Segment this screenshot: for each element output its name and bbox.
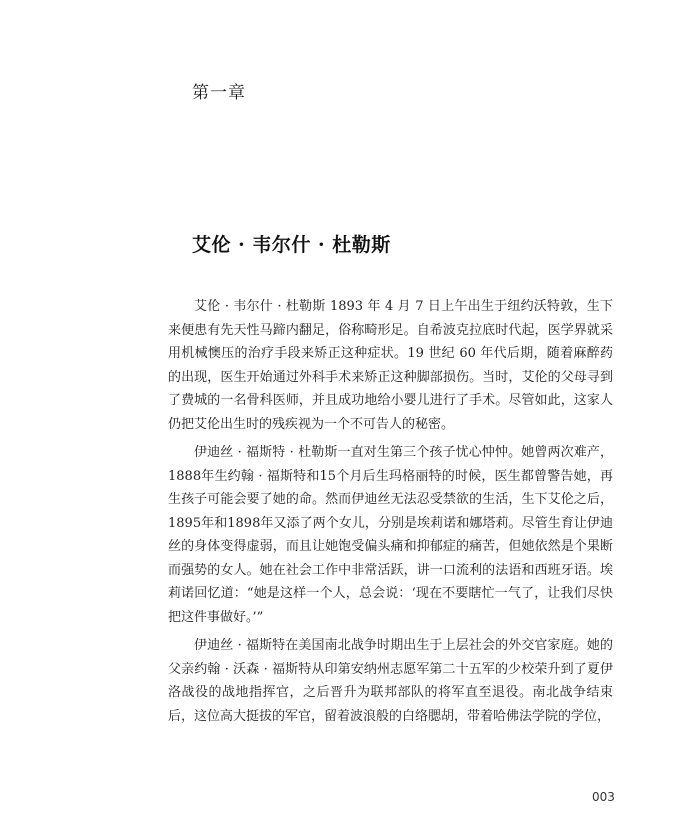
paragraph-3: 伊迪丝 · 福斯特在美国南北战争时期出生于上层社会的外交官家庭。她的父亲约翰 · 沃森 · 福斯特从印第安纳州志愿军第二十五军的少校荣升到了夏伊洛战役的战地指挥官，之后晋升为联邦部队的将军直至退役。南北战争结束后，这位高大挺拔的军官，留着波浪般的白络腮胡，带着哈佛法学院的学位， (168, 638, 613, 724)
chapter-title: 艾伦 · 韦尔什 · 杜勒斯 (192, 234, 391, 256)
paragraph-1: 艾伦 · 韦尔什 · 杜勒斯 1893 年 4 月 7 日上午出生于纽约沃特敦，生下来便患有先天性马蹄内翻足，俗称畸形足。自希波克拉底时代起，医学界就采用机械懊压的治疗手段来矫正这种症状。19 世纪 60 年代后期，随着麻醉药的出现，医生开始通过外科手术来矫正这种脚部损伤。当时，艾伦的父母寻到了费城的一名骨科医师，并且成功地给小婴儿进行了手术。尽管如此，这家人仍把艾伦出生时的残疾视为一个不可告人的秘密。 (168, 299, 613, 432)
chapter-label: 第一章 (192, 83, 246, 103)
body-text (168, 295, 613, 733)
paragraph-2: 伊迪丝 · 福斯特 · 杜勒斯一直对生第三个孩子忧心忡忡。她曾两次难产，1888年生约翰 · 福斯特和15个月后生玛格丽特的时候，医生都曾警告她，再生孩子可能会要了她的命。然而伊迪丝无法忍受禁欲的生活，生下艾伦之后，1895年和1898年又添了两个女儿，分别是埃莉诺和娜塔莉。尽管生育让伊迪丝的身体变得虚弱，而且让她饱受偏头痛和抑郁症的痛苦，但她依然是个果断而强势的女人。她在社会工作中非常活跃，讲一口流利的法语和西班牙语。埃莉诺回忆道：“她是这样一个人，总会说：‘现在不要瞎忙一气了，让我们尽快把这件事做好。’” (168, 445, 613, 625)
page-number: 003 (592, 790, 615, 804)
